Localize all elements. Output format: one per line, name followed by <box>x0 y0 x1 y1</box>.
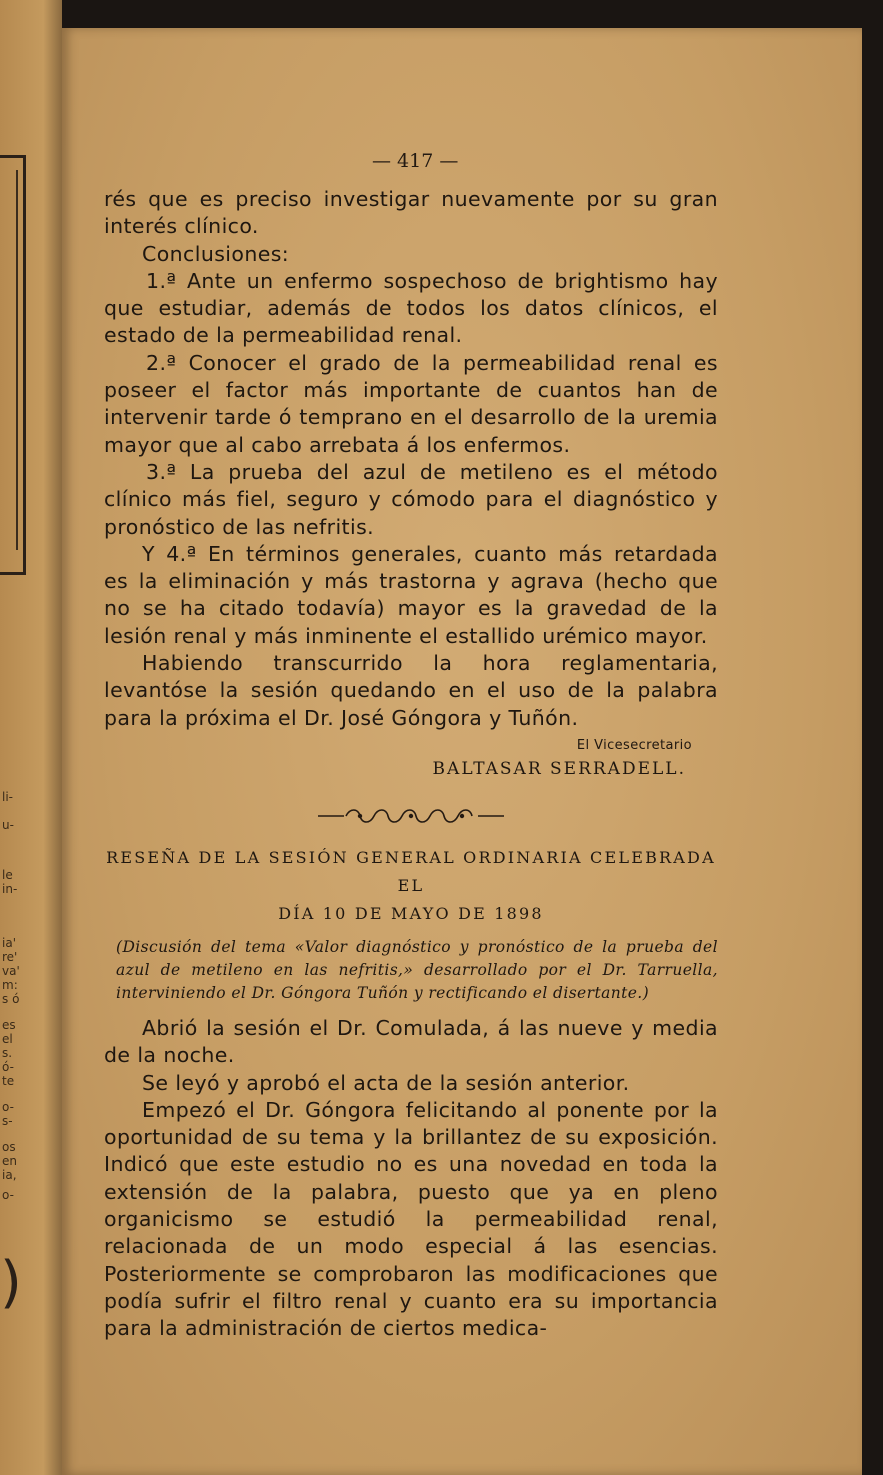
adjacent-page-strip <box>0 0 62 1475</box>
margin-fragment: va' <box>2 964 20 978</box>
section-paragraph-1: Abrió la sesión el Dr. Comulada, á las nueve y media de la noche. <box>104 1015 718 1068</box>
margin-fragment: ia' <box>2 936 16 950</box>
margin-fragment: o- <box>2 1188 14 1202</box>
section-heading-line-2: DÍA 10 DE MAYO DE 1898 <box>278 903 544 923</box>
margin-fragment: o- <box>2 1100 14 1114</box>
section-heading-line-1: RESEÑA DE LA SESIÓN GENERAL ORDINARIA CELEBRADA EL <box>106 847 716 895</box>
margin-fragment: es <box>2 1018 16 1032</box>
margin-fragment: ó- <box>2 1060 14 1074</box>
margin-fragment: ia, <box>2 1168 17 1182</box>
page-number: — 417 — <box>372 150 459 172</box>
margin-fragment: le <box>2 868 13 882</box>
conclusion-item-2: 2.ª Conocer el grado de la permeabilidad renal es poseer el factor más importante de cuantos han de intervenir tarde ó temprano en el desarrollo de la uremia mayor que al cabo arrebata á los enfermos. <box>104 350 718 457</box>
adjacent-page-frame-inner <box>0 170 18 550</box>
book-page <box>62 28 862 1475</box>
margin-fragment: el <box>2 1032 13 1046</box>
margin-fragment: re' <box>2 950 18 964</box>
section-subheading: (Discusión del tema «Valor diagnóstico y pronóstico de la prueba del azul de metileno en las nefritis,» desarrollado por el Dr. Tarruella, interviniendo el Dr. Góngora Tuñón y rectificando el disertante.) <box>116 937 718 1002</box>
margin-fragment: s- <box>2 1114 13 1128</box>
conclusion-item-4: Y 4.ª En términos generales, cuanto más retardada es la eliminación y más trastorna y agrava (hecho que no se ha citado todavía) mayor es la gravedad de la lesión renal y más inminente el estallido urémico mayor. <box>104 541 718 648</box>
margin-fragment: li- <box>2 790 13 804</box>
margin-fragment: m: <box>2 978 18 992</box>
signature-name: BALTASAR SERRADELL. <box>432 758 686 779</box>
page-body <box>104 186 718 1343</box>
adjacent-page-parenthesis: ) <box>0 1250 22 1315</box>
signature-title: El Vicesecretario <box>576 737 692 753</box>
margin-fragment: u- <box>2 818 14 832</box>
margin-fragment: s. <box>2 1046 13 1060</box>
conclusion-item-3: 3.ª La prueba del azul de metileno es el método clínico más fiel, seguro y cómodo para el diagnóstico y pronóstico de las nefritis. <box>104 459 718 539</box>
margin-fragment: in- <box>2 882 18 896</box>
decorative-ornament <box>316 806 506 826</box>
section-paragraph-2: Se leyó y aprobó el acta de la sesión anterior. <box>142 1070 630 1095</box>
conclusion-item-1: 1.ª Ante un enfermo sospechoso de brightismo hay que estudiar, además de todos los datos clínicos, el estado de la permeabilidad renal. <box>104 268 718 348</box>
closing-paragraph: Habiendo transcurrido la hora reglamentaria, levantóse la sesión quedando en el uso de la palabra para la próxima el Dr. José Góngora y Tuñón. <box>104 651 718 730</box>
margin-fragment: os <box>2 1140 16 1154</box>
conclusions-heading: Conclusiones: <box>142 241 290 266</box>
paragraph-continuation: rés que es preciso investigar nuevamente por su gran interés clínico. <box>104 187 718 239</box>
margin-fragment: te <box>2 1074 15 1088</box>
margin-fragment: s ó <box>2 992 20 1006</box>
margin-fragment: en <box>2 1154 17 1168</box>
section-paragraph-3: Empezó el Dr. Góngora felicitando al ponente por la oportunidad de su tema y la brillantez de su exposición. Indicó que este estudio no es una novedad en toda la extensión de la palabra, puesto que ya en pleno organicismo se estudió la permeabilidad renal, relacionada de un modo especial á las esencias. Posteriormente se comprobaron las modificaciones que podía sufrir el filtro renal y cuanto era su importancia para la administración de ciertos medica- <box>104 1097 718 1341</box>
